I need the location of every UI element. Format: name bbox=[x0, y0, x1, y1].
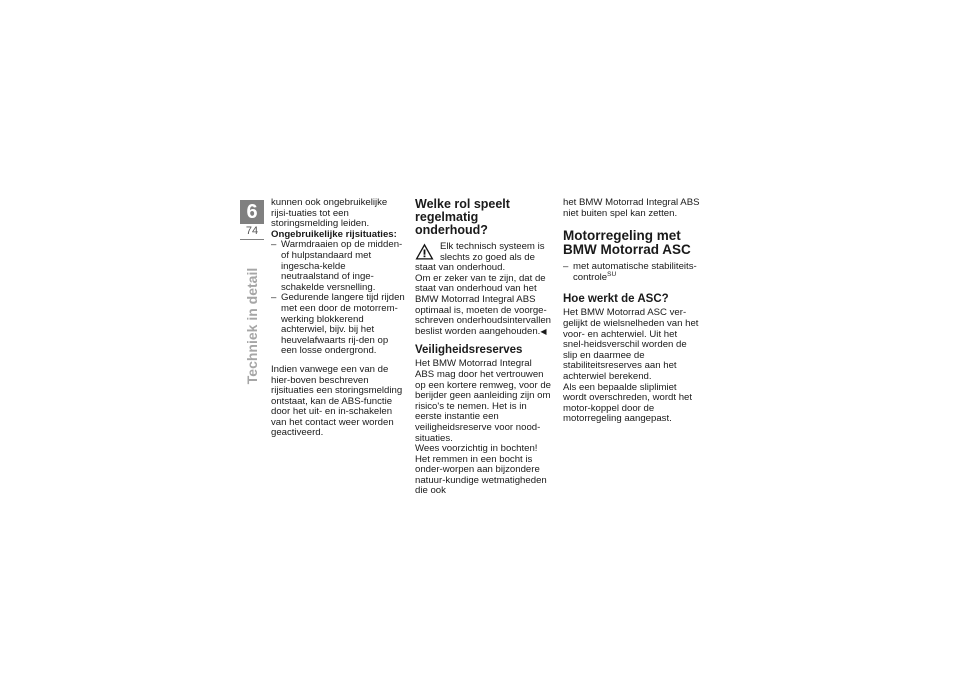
maintenance-body: Om er zeker van te zijn, dat de staat van onderhoud van het BMW Motorrad Integral ABS optimaal is, moeten de voorge-schreven onderhoudsintervallen beslist worden aangehouden.◀ bbox=[415, 272, 551, 337]
asc-paragraph-1: Het BMW Motorrad ASC ver-gelijkt de wielsnelheden van het voor- en achterwiel. Uit het snel-heidsverschil worden de slip en daarmee de stabiliteitsreserves aan het achterwiel berekend. bbox=[563, 307, 699, 382]
page-number-divider bbox=[240, 239, 264, 240]
asc-list bbox=[563, 262, 700, 283]
warning-block bbox=[415, 242, 551, 274]
asc-paragraph-2: Als een bepaalde sliplimiet wordt overschreden, wordt het motor-koppel door de motorregeling aangepast. bbox=[563, 381, 693, 425]
chapter-tab: 6 bbox=[240, 200, 264, 224]
column-middle bbox=[415, 198, 551, 497]
warning-text: Elk technisch systeem is slechts zo goed als de staat van onderhoud. bbox=[415, 241, 545, 274]
situations-list bbox=[271, 240, 406, 357]
page-number: 74 bbox=[245, 225, 259, 237]
continued-paragraph: het BMW Motorrad Integral ABS niet buiten spel kan zetten. bbox=[563, 197, 700, 219]
maintenance-title: Welke rol speelt regelmatig onderhoud? bbox=[415, 197, 510, 237]
warning-triangle-icon bbox=[415, 243, 434, 260]
reserves-title: Veiligheidsreserves bbox=[415, 344, 523, 357]
end-mark-icon: ◀ bbox=[540, 326, 547, 336]
unusual-situations-heading: Ongebruikelijke rijsituaties: bbox=[271, 228, 397, 240]
list-item: – Gedurende langere tijd rijden met een door de motorrem-werking blokkerend achterwiel, bijv. bij het heuvelafwaarts rij-den op een losse ondergrond. bbox=[271, 293, 406, 357]
reserves-paragraph-1: Het BMW Motorrad Integral ABS mag door het vertrouwen op een kortere remweg, voor de berijder geen aanleiding zijn om risico's te nemen. Het is in eerste instantie een veiligheidsreserve voor nood-situaties. bbox=[415, 358, 551, 444]
superscript-marker: SU bbox=[607, 270, 617, 278]
asc-title: Motorregeling met BMW Motorrad ASC bbox=[563, 228, 691, 258]
intro-paragraph: kunnen ook ongebruikelijke rijsi-tuaties tot een storingsmelding leiden. bbox=[271, 197, 388, 230]
how-asc-works-title: Hoe werkt de ASC? bbox=[563, 293, 669, 306]
reserves-paragraph-2: Wees voorzichtig in bochten! Het remmen in een bocht is onder-worpen aan bijzondere natuur-kundige wetmatigheden die ook bbox=[415, 443, 547, 497]
closing-paragraph: Indien vanwege een van de hier-boven beschreven rijsituaties een storingsmelding ontstaat, kan de ABS-functie door het uit- en in-schakelen van het contact weer worden geactiveerd. bbox=[271, 363, 403, 439]
list-item: – met automatische stabiliteits-controle$^{SU}$ bbox=[563, 262, 700, 283]
section-label: Techniek in detail bbox=[244, 267, 260, 385]
list-item: – Warmdraaien op de midden- of hulpstandaard met ingescha-kelde neutraalstand of inge-schakelde versnelling. bbox=[271, 240, 406, 293]
column-left bbox=[271, 198, 406, 439]
column-right bbox=[563, 198, 700, 425]
